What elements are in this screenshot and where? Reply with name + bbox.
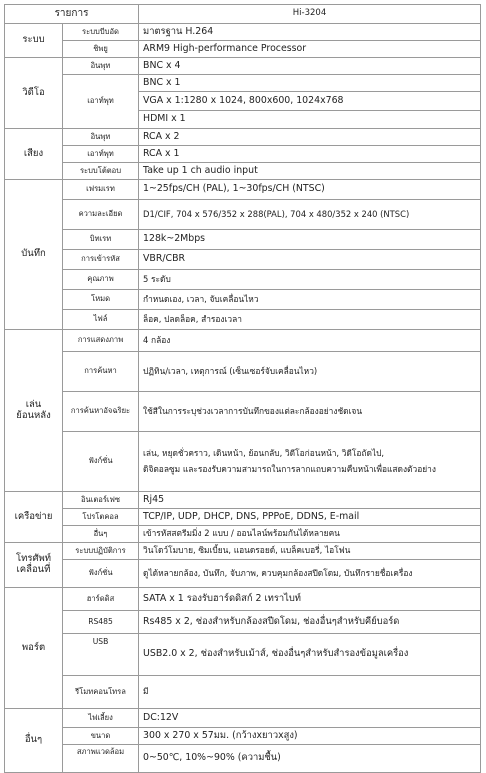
category-network: เครือข่าย [5, 492, 63, 543]
table-row [5, 290, 481, 310]
table-row [5, 526, 481, 543]
table-row [5, 24, 481, 41]
row-value: วินโดว์โมบาย, ซิมเบี้ยน, แอนดรอยด์, แบล็คเบอรี่, ไอโฟน [139, 543, 481, 560]
row-value: 128k~2Mbps [139, 230, 481, 250]
row-value: VBR/CBR [139, 250, 481, 270]
row-label: การค้นหา [63, 352, 139, 392]
row-value: ARM9 High-performance Processor [139, 41, 481, 58]
table-row [5, 560, 481, 588]
category-mobile-line2: เคลื่อนที่ [16, 564, 51, 575]
table-row [5, 676, 481, 709]
row-value: BNC x 4 [139, 58, 481, 75]
category-mobile-line1: โทรศัพท์ [15, 553, 52, 565]
row-value: SATA x 1 รองรับฮาร์ดดิสก์ 2 เทราไบท์ [139, 588, 481, 611]
header-item-label: รายการ [5, 5, 139, 24]
row-label: สภาพแวดล้อม [63, 745, 139, 773]
table-row [5, 611, 481, 634]
table-row [5, 180, 481, 200]
table-row [5, 75, 481, 92]
row-value: VGA x 1:1280 x 1024, 800x600, 1024x768 [139, 92, 481, 111]
row-value: ล็อค, ปลดล็อค, สำรองเวลา [139, 310, 481, 330]
row-value: มาตรฐาน H.264 [139, 24, 481, 41]
table-row [5, 250, 481, 270]
row-value: RCA x 2 [139, 129, 481, 146]
category-playback-line1: เล่น [25, 398, 42, 410]
table-row [5, 432, 481, 492]
row-label: ไฟเลี้ยง [63, 709, 139, 728]
row-value: TCP/IP, UDP, DHCP, DNS, PPPoE, DDNS, E-mail [139, 509, 481, 526]
row-value: ปฏิทิน/เวลา, เหตุการณ์ (เซ็นเซอร์จับเคลื่อนไหว) [139, 352, 481, 392]
row-label: อินพุท [63, 129, 139, 146]
table-row [5, 352, 481, 392]
row-label: โปรโตคอล [63, 509, 139, 526]
row-label: ขนาด [63, 728, 139, 745]
row-label: อื่นๆ [63, 526, 139, 543]
spec-table [4, 4, 481, 773]
row-label: RS485 [63, 611, 139, 634]
table-row [5, 146, 481, 163]
table-row [5, 728, 481, 745]
table-row [5, 392, 481, 432]
table-row [5, 543, 481, 560]
row-label: ระบบบีบอัด [63, 24, 139, 41]
category-other: อื่นๆ [5, 709, 63, 773]
category-playback-line2: ย้อนหลัง [16, 409, 51, 421]
row-value: 4 กล้อง [139, 330, 481, 352]
row-value: ดูได้หลายกล้อง, บันทึก, จับภาพ, ควบคุมกล้องสปีดโดม, บันทึกรายชื่อเครื่อง [139, 560, 481, 588]
row-value: เข้ารหัสสตรีมมิ่ง 2 แบบ / ออนไลน์พร้อมกันได้หลายคน [139, 526, 481, 543]
table-row [5, 58, 481, 75]
category-mobile [5, 543, 63, 588]
row-label: การแสดงภาพ [63, 330, 139, 352]
category-audio: เสียง [5, 129, 63, 180]
row-label: อินพุท [63, 58, 139, 75]
row-label: รีโมทคอนโทรล [63, 676, 139, 709]
table-row [5, 163, 481, 180]
row-value [139, 432, 481, 492]
row-label: การเข้ารหัส [63, 250, 139, 270]
category-ports: พอร์ต [5, 588, 63, 709]
row-value: 0~50℃, 10%~90% (ความชื้น) [139, 745, 481, 773]
row-value: กำหนดเอง, เวลา, จับเคลื่อนไหว [139, 290, 481, 310]
row-label: เอาท์พุท [63, 75, 139, 129]
row-value: BNC x 1 [139, 75, 481, 92]
table-row [5, 634, 481, 676]
table-row [5, 492, 481, 509]
category-record: บันทึก [5, 180, 63, 330]
row-label: ฟังก์ชั่น [63, 432, 139, 492]
table-row [5, 588, 481, 611]
table-row [5, 330, 481, 352]
row-label: ฮาร์ดดิส [63, 588, 139, 611]
row-label: อินเตอร์เฟซ [63, 492, 139, 509]
row-label: บิทเรท [63, 230, 139, 250]
header-model: Hi-3204 [139, 5, 481, 24]
row-value: มี [139, 676, 481, 709]
row-label: ไฟล์ [63, 310, 139, 330]
table-row [5, 41, 481, 58]
row-value: 1~25fps/CH (PAL), 1~30fps/CH (NTSC) [139, 180, 481, 200]
row-value: Take up 1 ch audio input [139, 163, 481, 180]
row-value: Rs485 x 2, ช่องสำหรับกล้องสปีดโดม, ช่องอื่นๆสำหรับคีย์บอร์ด [139, 611, 481, 634]
row-label: เอาท์พุท [63, 146, 139, 163]
row-label: โหมด [63, 290, 139, 310]
category-playback [5, 330, 63, 492]
row-value: D1/CIF, 704 x 576/352 x 288(PAL), 704 x 480/352 x 240 (NTSC) [139, 200, 481, 230]
row-value: 5 ระดับ [139, 270, 481, 290]
table-row [5, 230, 481, 250]
header-row [5, 5, 481, 24]
row-label: ฟังก์ชั่น [63, 560, 139, 588]
row-label: เฟรมเรท [63, 180, 139, 200]
row-label: ชิพยู [63, 41, 139, 58]
table-row [5, 709, 481, 728]
row-value: RCA x 1 [139, 146, 481, 163]
table-row [5, 745, 481, 773]
table-row [5, 129, 481, 146]
function-line: เล่น, หยุดชั่วคราว, เดินหน้า, ย้อนกลับ, วิดีโอก่อนหน้า, วิดีโอถัดไป, [143, 447, 385, 458]
row-label: ความละเอียด [63, 200, 139, 230]
table-row [5, 509, 481, 526]
row-label: คุณภาพ [63, 270, 139, 290]
row-value: DC:12V [139, 709, 481, 728]
function-line: ดิจิตอลซูม และรองรับความสามารถในการลากแถบความคืบหน้าเพื่อแสดงตัวอย่าง [143, 463, 436, 474]
row-label: ระบบโต้ตอบ [63, 163, 139, 180]
row-label: USB [63, 634, 139, 676]
table-row [5, 310, 481, 330]
table-row [5, 200, 481, 230]
row-value: ใช้สีในการระบุช่วงเวลาการบันทึกของแต่ละกล้องอย่างชัดเจน [139, 392, 481, 432]
table-row [5, 270, 481, 290]
row-value: 300 x 270 x 57มม. (กว้างxยาวxสูง) [139, 728, 481, 745]
category-video: วิดีโอ [5, 58, 63, 129]
row-label: การค้นหาอัจฉริยะ [63, 392, 139, 432]
row-value: HDMI x 1 [139, 111, 481, 129]
row-value: USB2.0 x 2, ช่องสำหรับเม้าส์, ช่องอื่นๆสำหรับสำรองข้อมูลเครื่อง [139, 634, 481, 676]
category-system: ระบบ [5, 24, 63, 58]
row-label: ระบบปฏิบัติการ [63, 543, 139, 560]
row-value: Rj45 [139, 492, 481, 509]
